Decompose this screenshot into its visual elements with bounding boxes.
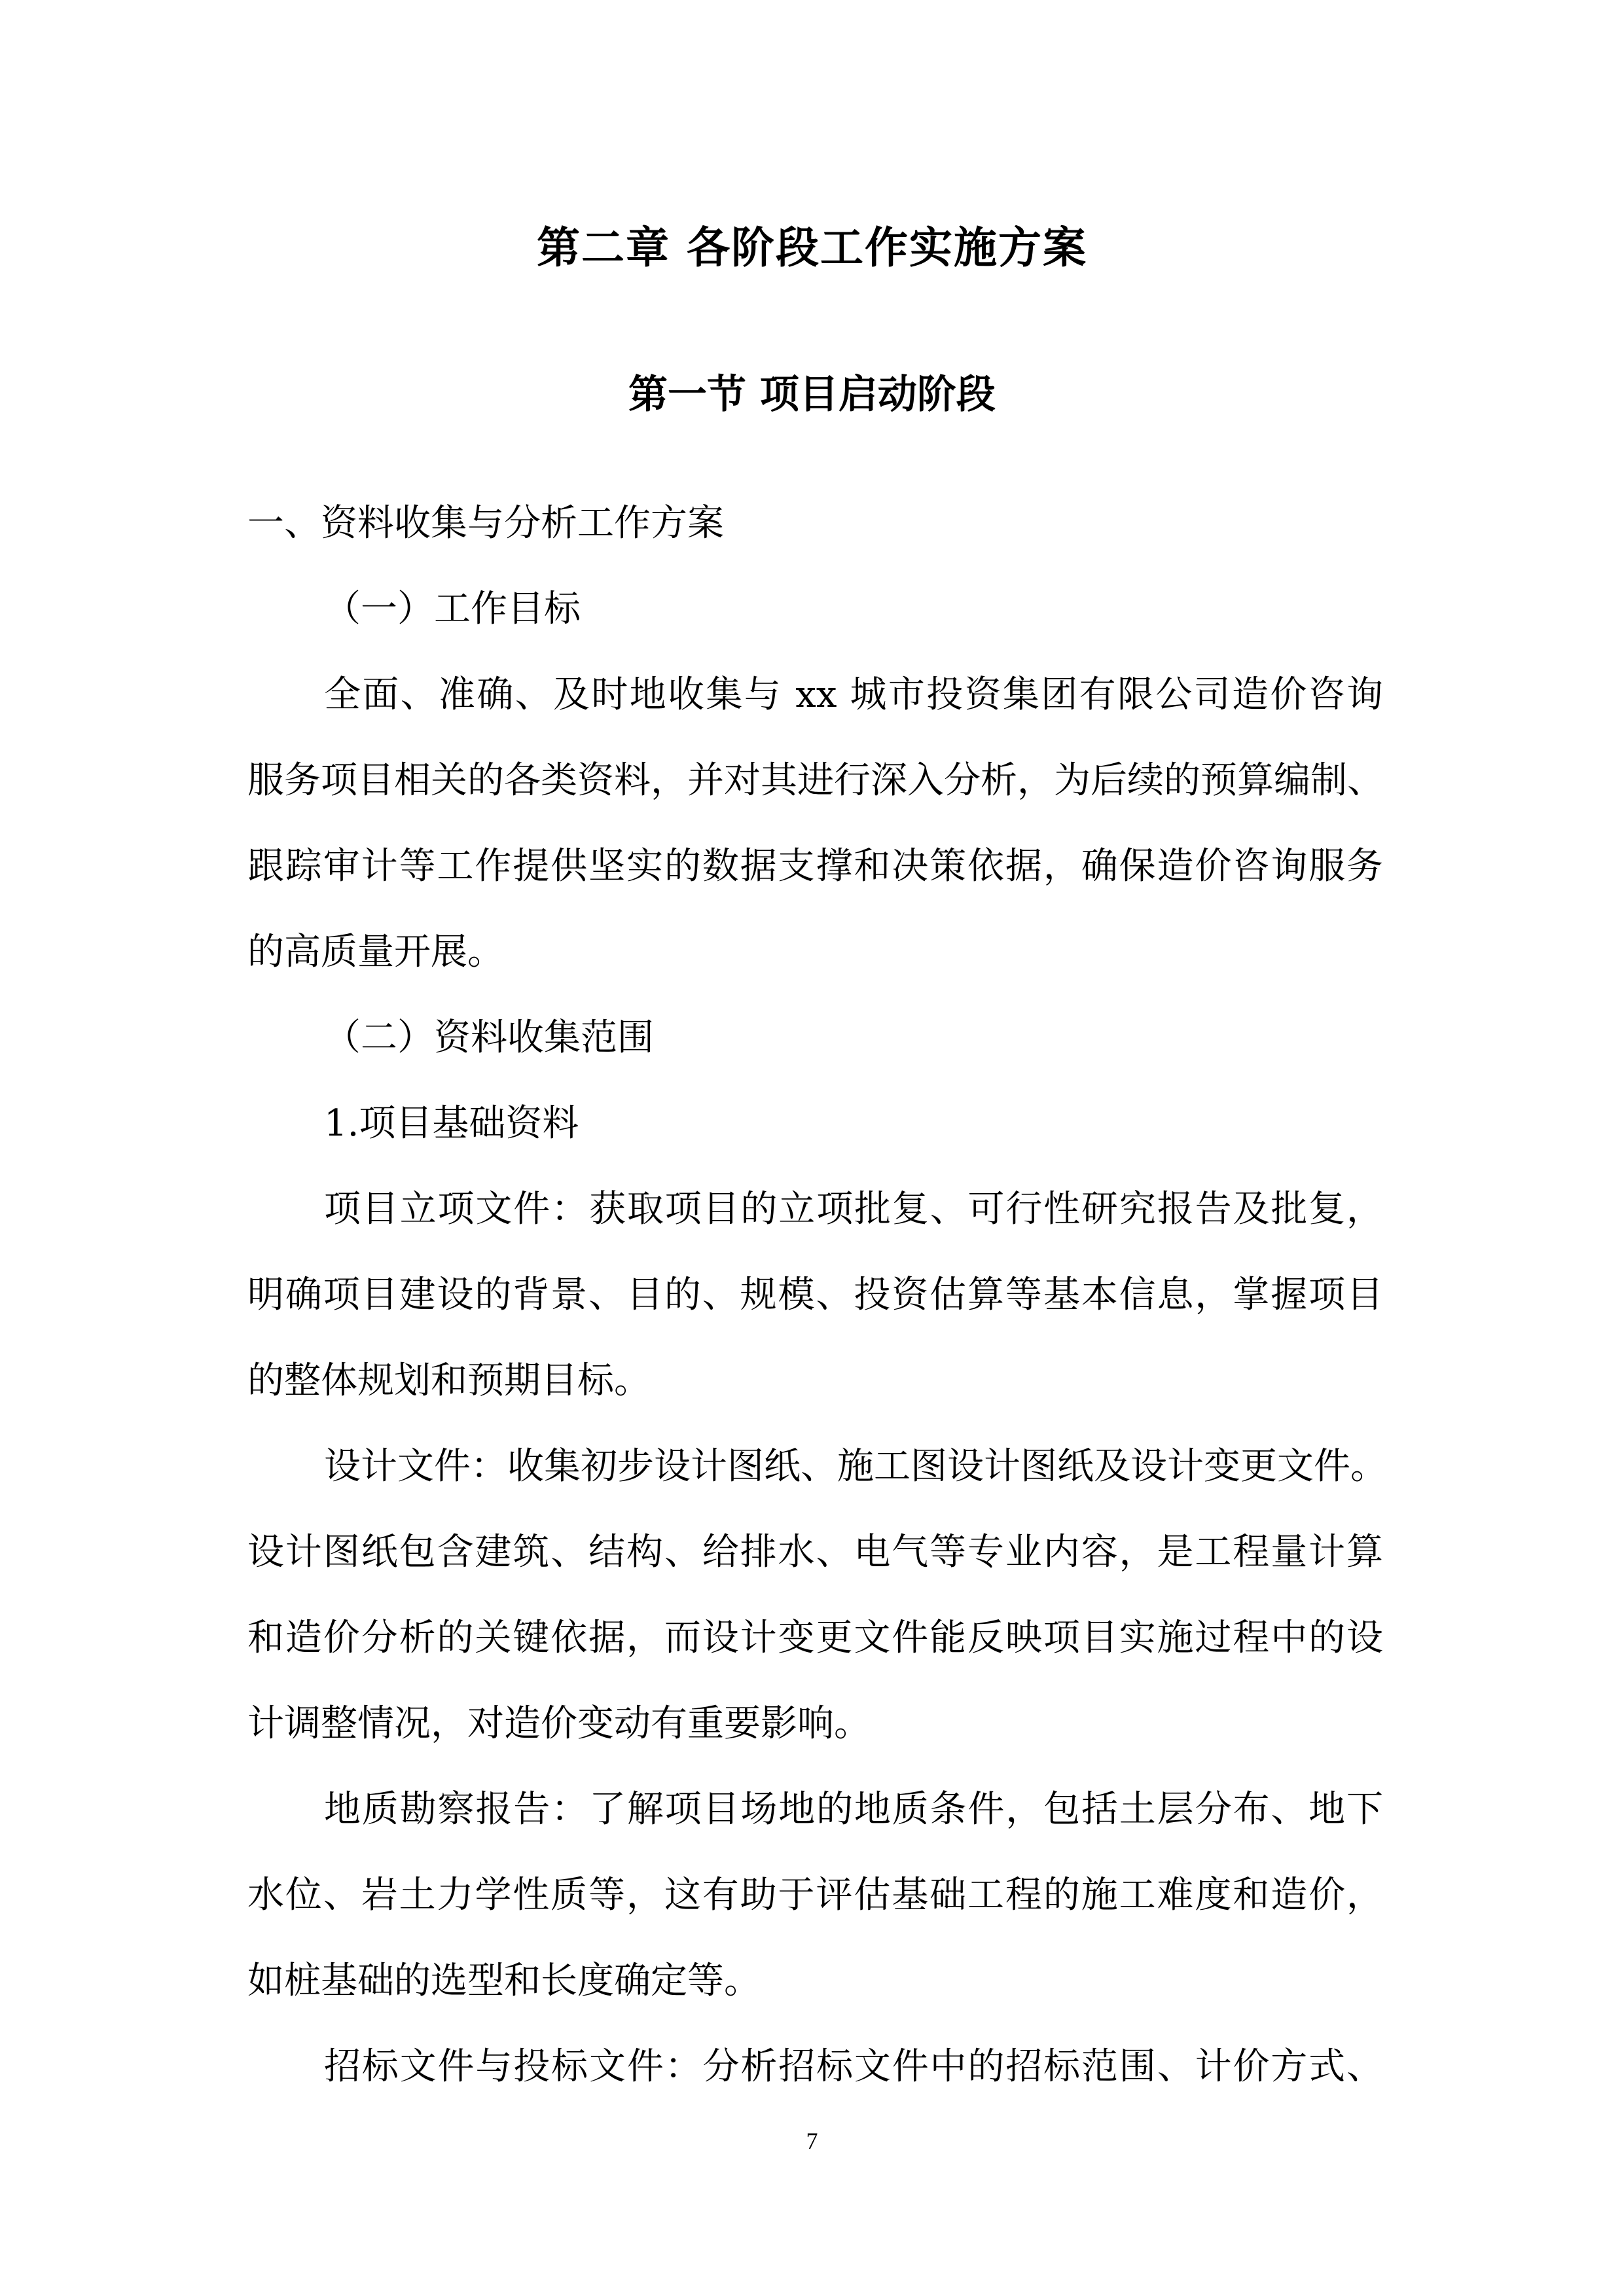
text-line: 跟踪审计等工作提供坚实的数据支撑和决策依据，确保造价咨询服务 — [247, 845, 1383, 888]
text-line: 如桩基础的选型和长度确定等。 — [247, 1960, 761, 2002]
text-line: （一）工作目标 — [324, 588, 581, 630]
text-line: 的高质量开展。 — [247, 931, 504, 973]
document-body — [247, 480, 1387, 2109]
text-line: 和造价分析的关键依据，而设计变更文件能反映项目实施过程中的设 — [247, 1617, 1383, 1659]
text-line: （二）资料收集范围 — [324, 1016, 654, 1059]
page-number: 7 — [806, 2128, 818, 2154]
text-line: 计调整情况，对造价变动有重要影响。 — [247, 1702, 871, 1745]
text-line: 招标文件与投标文件：分析招标文件中的招标范围、计价方式、 — [324, 2045, 1383, 2088]
section-title: 第一节 项目启动阶段 — [628, 372, 996, 418]
text-line: 全面、准确、及时地收集与 xx 城市投资集团有限公司造价咨询 — [324, 673, 1383, 716]
text-line: 服务项目相关的各类资料，并对其进行深入分析，为后续的预算编制、 — [247, 759, 1384, 802]
text-line: 地质勘察报告：了解项目场地的地质条件，包括土层分布、地下 — [324, 1788, 1383, 1831]
text-line: 的整体规划和预期目标。 — [247, 1359, 651, 1402]
text-line: 1.项目基础资料 — [324, 1102, 579, 1145]
text-line: 明确项目建设的背景、目的、规模、投资估算等基本信息，掌握项目 — [247, 1274, 1383, 1316]
text-line: 项目立项文件：获取项目的立项批复、可行性研究报告及批复， — [324, 1188, 1383, 1230]
text-line: 水位、岩土力学性质等，这有助于评估基础工程的施工难度和造价， — [247, 1874, 1383, 1916]
text-line: 一、资料收集与分析工作方案 — [247, 502, 724, 545]
text-line: 设计图纸包含建筑、结构、给排水、电气等专业内容，是工程量计算 — [247, 1531, 1383, 1573]
chapter-title: 第二章 各阶段工作实施方案 — [537, 222, 1087, 273]
text-line: 设计文件：收集初步设计图纸、施工图设计图纸及设计变更文件。 — [324, 1445, 1387, 1488]
